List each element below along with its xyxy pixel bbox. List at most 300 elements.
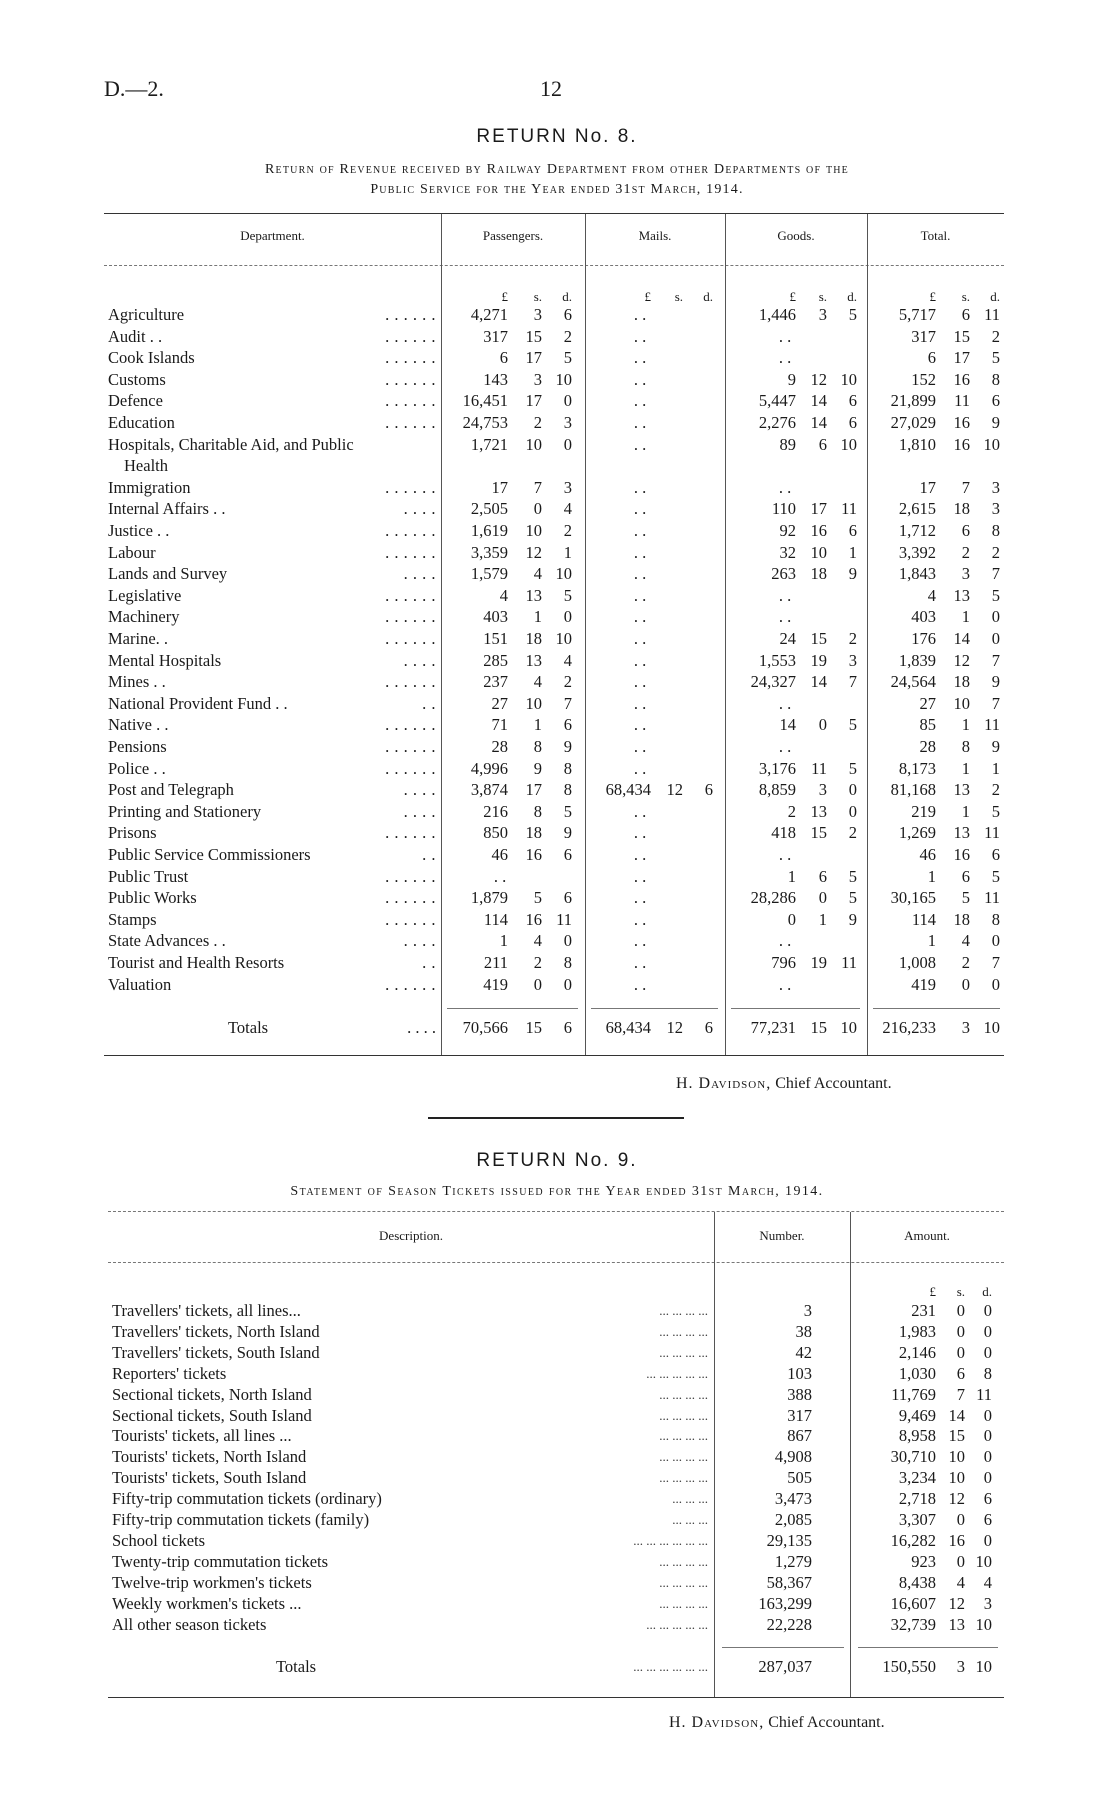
return8-cell-pence-t: 7	[991, 564, 1000, 584]
return8-cell-shillings-p: 8	[533, 801, 542, 821]
return8-cell-pounds-g: 89	[779, 434, 796, 454]
return8-cell-pounds-t: 81,168	[890, 780, 936, 800]
return9-cell-pence: 0	[983, 1468, 992, 1488]
return8-cell-pence-t: 5	[991, 585, 1000, 605]
return8-cell-pounds-g: 110	[771, 499, 796, 519]
return8-row-department: Marine. .	[108, 629, 169, 648]
return8-total-pence-t: 10	[983, 1018, 1000, 1037]
return8-cell-pence-g: 1	[848, 542, 857, 562]
return9-cell-pounds: 2,146	[898, 1342, 936, 1362]
return8-cell-pounds-p: 24,753	[462, 413, 508, 432]
return9-total-pounds: 150,550	[882, 1657, 936, 1676]
return8-unit-pence-t: d.	[990, 289, 1000, 304]
return8-cell-pence-p: 6	[563, 888, 572, 908]
return9-cell-pounds: 9,469	[898, 1405, 936, 1425]
return8-cell-shillings-p: 8	[533, 737, 542, 756]
return8-cell-shillings-g: 0	[818, 888, 827, 908]
return8-header-total: Total.	[920, 228, 951, 243]
return8-cell-pounds-g: 0	[787, 909, 796, 929]
return9-unit-shillings: s.	[956, 1284, 965, 1299]
return9-row-description: Weekly workmen's tickets ...	[112, 1593, 302, 1613]
return8-cell-mails-empty: . .	[633, 866, 647, 886]
return8-cell-pence-t: 9	[991, 413, 1000, 432]
return9-cell-shillings: 0	[956, 1321, 965, 1341]
return8-cell-shillings-p: 7	[533, 477, 542, 497]
return8-row-leader-dots: . . . .	[403, 499, 436, 519]
return8-cell-mails-empty: . .	[633, 434, 647, 454]
return8-cell-pence-m: 6	[704, 780, 713, 800]
return8-cell-pence-t: 8	[991, 369, 1000, 389]
return9-cell-number: 3,473	[774, 1489, 812, 1509]
return9-row-leader-dots: ... ... ... ...	[659, 1595, 708, 1611]
return8-cell-pence-p: 2	[563, 326, 572, 346]
section-separator	[428, 1117, 684, 1119]
return8-cell-pence-t: 6	[991, 391, 1000, 411]
return8-cell-goods-empty: . .	[778, 607, 792, 627]
return9-cell-pence: 10	[975, 1614, 992, 1634]
return8-cell-pounds-p: 850	[483, 823, 508, 843]
return8-cell-pence-p: 0	[563, 391, 572, 411]
return8-row-department: Mental Hospitals	[108, 650, 222, 670]
return8-column-divider-1	[585, 214, 586, 1055]
return8-row-department: Legislative	[108, 585, 182, 605]
return9-header-description: Description.	[379, 1228, 443, 1243]
return8-cell-pence-p: 8	[563, 953, 572, 972]
return8-cell-pence-t: 2	[991, 542, 1000, 562]
return9-row-leader-dots: ... ... ... ... ...	[646, 1365, 708, 1381]
return8-cell-goods-empty: . .	[778, 585, 792, 605]
return8-cell-pounds-t: 1	[927, 931, 936, 951]
return8-cell-shillings-g: 14	[810, 413, 827, 432]
return9-signature-name: H. Davidson,	[669, 1714, 765, 1731]
return9-cell-pounds: 923	[911, 1551, 936, 1571]
return8-cell-pounds-g: 24,327	[750, 672, 796, 692]
return8-cell-pounds-p: 2,505	[470, 499, 508, 519]
return8-subtitle-line1: Return of Revenue received by Railway Department from other Departments of the	[265, 162, 849, 177]
return8-row-leader-dots: . . . . . .	[385, 823, 436, 843]
return8-cell-pounds-t: 5,717	[898, 305, 936, 324]
return8-cell-pence-p: 4	[563, 650, 572, 670]
return8-cell-shillings-t: 10	[953, 693, 970, 713]
return8-cell-mails-empty: . .	[633, 888, 647, 908]
return9-cell-pounds: 1,983	[898, 1321, 936, 1341]
return9-row-description: Travellers' tickets, all lines...	[112, 1301, 301, 1320]
return8-cell-shillings-g: 0	[818, 715, 827, 735]
return8-cell-pence-g: 6	[848, 521, 857, 540]
return8-row-department: Education	[108, 413, 175, 432]
return8-cell-pounds-t: 152	[911, 369, 936, 389]
return8-cell-shillings-p: 17	[525, 348, 542, 368]
return9-cell-pounds: 30,710	[890, 1447, 936, 1467]
return9-cell-pence: 8	[983, 1363, 992, 1383]
return8-cell-pence-t: 2	[991, 326, 1000, 346]
return8-cell-shillings-t: 13	[953, 585, 970, 605]
return8-row-leader-dots: . .	[422, 693, 436, 713]
return9-row-description: Travellers' tickets, South Island	[112, 1342, 320, 1362]
return8-cell-pounds-p: 4,271	[470, 305, 508, 324]
return8-cell-pounds-p: 419	[483, 974, 508, 994]
return8-cell-shillings-p: 10	[525, 693, 542, 713]
return8-cell-shillings-p: 10	[525, 521, 542, 540]
return8-cell-shillings-p: 4	[533, 564, 542, 584]
return9-cell-number: 1,279	[774, 1551, 812, 1571]
return8-cell-passengers-empty: . .	[493, 866, 507, 886]
return8-cell-pence-p: 10	[555, 629, 572, 648]
return8-cell-pence-t: 5	[991, 348, 1000, 368]
return8-row-department: Machinery	[108, 607, 180, 627]
return8-unit-shillings-p: s.	[533, 289, 542, 304]
return8-cell-pounds-p: 3,874	[470, 780, 508, 800]
return8-row-leader-dots: . .	[422, 845, 436, 864]
return8-cell-pounds-g: 2	[787, 801, 796, 821]
return9-cell-shillings: 0	[956, 1342, 965, 1362]
return9-cell-pounds: 231	[911, 1301, 936, 1320]
return8-cell-mails-empty: . .	[633, 477, 647, 497]
return8-unit-pound-p: £	[501, 289, 508, 304]
return8-cell-shillings-t: 18	[953, 672, 970, 692]
return8-cell-shillings-t: 12	[953, 650, 970, 670]
return8-cell-pence-g: 6	[848, 391, 857, 411]
return8-cell-pounds-g: 8,859	[758, 780, 796, 800]
return8-cell-shillings-g: 3	[818, 305, 827, 324]
return9-row-leader-dots: ... ... ... ...	[659, 1323, 708, 1339]
return8-total-pounds-g: 77,231	[750, 1018, 796, 1037]
return8-cell-pence-p: 7	[563, 693, 572, 713]
return8-cell-pounds-t: 1,810	[898, 434, 936, 454]
return8-cell-goods-empty: . .	[778, 477, 792, 497]
return9-cell-shillings: 13	[948, 1614, 965, 1634]
return9-cell-number: 867	[787, 1426, 812, 1446]
return9-cell-number: 22,228	[766, 1614, 812, 1634]
return9-cell-shillings: 14	[948, 1405, 965, 1425]
return9-cell-pence: 0	[983, 1342, 992, 1362]
return8-unit-shillings-t: s.	[961, 289, 970, 304]
return8-cell-pence-p: 3	[563, 413, 572, 432]
return8-cell-pounds-t: 46	[919, 845, 936, 864]
return8-cell-pence-t: 11	[984, 305, 1000, 324]
return9-row-leader-dots: ... ... ... ...	[659, 1428, 708, 1444]
return8-cell-shillings-t: 1	[961, 801, 970, 821]
return8-cell-shillings-t: 6	[961, 521, 970, 540]
return8-signature-name: H. Davidson,	[676, 1075, 772, 1092]
return8-cell-pounds-p: 114	[483, 909, 508, 929]
return8-cell-pence-p: 5	[563, 585, 572, 605]
return8-cell-pence-g: 5	[848, 715, 857, 735]
return8-cell-shillings-p: 13	[525, 650, 542, 670]
return8-cell-pounds-g: 5,447	[758, 391, 796, 411]
return8-cell-mails-empty: . .	[633, 672, 647, 692]
return8-cell-pence-p: 1	[563, 542, 572, 562]
return8-cell-pounds-p: 211	[483, 953, 508, 972]
return8-cell-shillings-t: 11	[954, 391, 970, 411]
return9-cell-pence: 0	[983, 1321, 992, 1341]
return9-cell-pounds: 3,307	[898, 1510, 936, 1529]
return9-cell-pence: 0	[983, 1405, 992, 1425]
return9-cell-number: 2,085	[774, 1510, 812, 1529]
return8-cell-mails-empty: . .	[633, 326, 647, 346]
return8-cell-shillings-p: 17	[525, 780, 542, 800]
return8-cell-shillings-t: 1	[961, 607, 970, 627]
return8-row-leader-dots: . . . . . .	[385, 866, 436, 886]
return8-cell-shillings-p: 13	[525, 585, 542, 605]
return9-row-leader-dots: ... ... ... ...	[659, 1574, 708, 1590]
return8-cell-pence-p: 9	[563, 823, 572, 843]
return9-cell-number: 317	[787, 1405, 812, 1425]
return8-total-shillings-g: 15	[810, 1018, 827, 1037]
return8-cell-mails-empty: . .	[633, 629, 647, 648]
return9-row-description: Twelve-trip workmen's tickets	[112, 1572, 312, 1592]
return8-row-department: Immigration	[108, 477, 191, 497]
return8-row-leader-dots: . . . . . .	[385, 521, 436, 540]
return8-cell-pence-t: 8	[991, 521, 1000, 540]
return8-cell-pence-p: 0	[563, 607, 572, 627]
return9-row-description: Sectional tickets, North Island	[112, 1384, 312, 1404]
return9-cell-pounds: 3,234	[898, 1468, 936, 1488]
return8-cell-mails-empty: . .	[633, 542, 647, 562]
return8-row-leader-dots: . . . . . .	[385, 758, 436, 778]
return9-cell-pounds: 8,438	[898, 1572, 936, 1592]
return8-cell-shillings-g: 18	[810, 564, 827, 584]
return8-cell-pence-p: 0	[563, 931, 572, 951]
return8-cell-pounds-p: 1,721	[470, 434, 508, 454]
return8-unit-pence-m: d.	[703, 289, 713, 304]
return9-row-description: All other season tickets	[112, 1614, 267, 1634]
return8-total-pounds-t: 216,233	[882, 1018, 936, 1037]
return8-cell-pence-p: 10	[555, 369, 572, 389]
return9-row-leader-dots: ... ... ... ...	[659, 1303, 708, 1318]
return9-title: RETURN No. 9.	[476, 1150, 638, 1171]
return8-cell-pence-p: 6	[563, 845, 572, 864]
return9-cell-shillings: 12	[948, 1489, 965, 1509]
return9-row-leader-dots: ... ... ... ...	[659, 1407, 708, 1423]
return8-cell-shillings-t: 18	[953, 499, 970, 519]
return8-cell-goods-empty: . .	[778, 326, 792, 346]
return8-cell-pence-g: 10	[840, 369, 857, 389]
return8-cell-pence-g: 0	[848, 801, 857, 821]
return8-cell-pounds-p: 3,359	[470, 542, 508, 562]
return8-row-leader-dots: . . . . . .	[385, 909, 436, 929]
return9-cell-shillings: 15	[948, 1426, 965, 1446]
return8-cell-shillings-g: 12	[810, 369, 827, 389]
return9-row-leader-dots: ... ... ... ... ...	[646, 1616, 708, 1632]
return8-cell-pounds-g: 263	[771, 564, 796, 584]
return8-cell-pounds-p: 46	[491, 845, 508, 864]
return8-cell-pence-p: 6	[563, 305, 572, 324]
return8-cell-pounds-g: 24	[779, 629, 796, 648]
return8-cell-pounds-p: 403	[483, 607, 508, 627]
return9-signature	[669, 1714, 885, 1732]
return8-cell-shillings-g: 14	[810, 391, 827, 411]
return9-unit-pound: £	[929, 1284, 936, 1299]
return8-row-leader-dots: . . . . . .	[385, 477, 436, 497]
return9-cell-pence: 0	[983, 1530, 992, 1550]
parliamentary-paper-code: D.—2.	[104, 76, 164, 101]
return9-totals-rule-amount	[858, 1647, 998, 1648]
return9-cell-pounds: 1,030	[898, 1363, 936, 1383]
return8-total-shillings-p: 15	[525, 1018, 542, 1037]
return8-row-leader-dots: . . . . . .	[385, 305, 436, 324]
return9-cell-pence: 11	[976, 1384, 992, 1404]
return9-cell-number: 38	[795, 1321, 812, 1341]
return8-cell-pence-p: 9	[563, 737, 572, 756]
return8-cell-pence-t: 9	[991, 737, 1000, 756]
return8-cell-shillings-t: 6	[961, 305, 970, 324]
return8-cell-pounds-t: 419	[911, 974, 936, 994]
return8-header-rule	[104, 265, 1004, 266]
return8-row-department: Stamps	[108, 909, 157, 929]
return8-cell-shillings-p: 3	[533, 305, 542, 324]
return9-cell-shillings: 0	[956, 1551, 965, 1571]
return9-header-number: Number.	[759, 1228, 805, 1243]
return8-header-mails: Mails.	[638, 228, 672, 243]
return8-cell-pence-g: 5	[848, 866, 857, 886]
return8-cell-pence-p: 6	[563, 715, 572, 735]
return9-cell-pence: 0	[983, 1301, 992, 1320]
return8-cell-shillings-p: 2	[533, 413, 542, 432]
return8-cell-pence-t: 3	[991, 499, 1000, 519]
return8-cell-pence-g: 9	[848, 909, 857, 929]
return8-cell-pence-g: 6	[848, 413, 857, 432]
return9-cell-shillings: 7	[956, 1384, 965, 1404]
return8-cell-shillings-g: 16	[810, 521, 827, 540]
return9-totals-label: Totals	[276, 1657, 317, 1676]
return8-cell-mails-empty: . .	[633, 391, 647, 411]
return8-cell-shillings-t: 13	[953, 780, 970, 800]
return9-cell-shillings: 12	[948, 1593, 965, 1613]
return8-cell-pence-t: 0	[991, 629, 1000, 648]
return8-row-department: Audit . .	[108, 326, 163, 346]
return8-cell-goods-empty: . .	[778, 737, 792, 756]
return9-header-rule	[108, 1262, 1004, 1263]
return8-cell-pence-t: 3	[991, 477, 1000, 497]
return8-row-leader-dots: . . . .	[403, 931, 436, 951]
return8-cell-pounds-p: 1,619	[470, 521, 508, 540]
return9-cell-number: 388	[787, 1384, 812, 1404]
return8-cell-shillings-t: 18	[953, 909, 970, 929]
return8-row-leader-dots: . . . . . .	[385, 672, 436, 692]
return8-total-pence-g: 10	[840, 1018, 857, 1037]
return8-cell-shillings-p: 16	[525, 845, 542, 864]
return8-cell-shillings-t: 5	[961, 888, 970, 908]
return8-cell-pounds-t: 1	[927, 866, 936, 886]
return8-cell-pounds-t: 1,008	[898, 953, 936, 972]
return8-cell-pounds-p: 28	[491, 737, 508, 756]
return8-cell-pounds-t: 219	[911, 801, 936, 821]
return8-totals-rule-0	[447, 1008, 578, 1009]
return8-cell-shillings-p: 16	[525, 909, 542, 929]
return8-cell-mails-empty: . .	[633, 305, 647, 324]
return8-cell-shillings-p: 0	[533, 974, 542, 994]
return8-row-department: Cook Islands	[108, 348, 195, 368]
return8-cell-pence-t: 11	[984, 715, 1000, 735]
return9-cell-pounds: 16,607	[890, 1593, 936, 1613]
return9-row-leader-dots: ... ... ...	[672, 1512, 708, 1527]
return8-cell-goods-empty: . .	[778, 931, 792, 951]
return8-unit-pound-m: £	[644, 289, 651, 304]
return9-row-description: Fifty-trip commutation tickets (ordinary)	[112, 1489, 382, 1509]
return8-cell-shillings-p: 9	[533, 758, 542, 778]
return8-cell-pounds-p: 27	[491, 693, 508, 713]
return8-row-department: Valuation	[108, 974, 172, 994]
return8-cell-shillings-p: 4	[533, 672, 542, 692]
return8-cell-shillings-g: 10	[810, 542, 827, 562]
return8-cell-pounds-t: 28	[919, 737, 936, 756]
return8-cell-shillings-t: 2	[961, 542, 970, 562]
return8-cell-pounds-p: 151	[483, 629, 508, 648]
return8-cell-shillings-g: 15	[810, 629, 827, 648]
return8-cell-pounds-t: 6	[927, 348, 936, 368]
return8-cell-pounds-p: 1,579	[470, 564, 508, 584]
return8-row-leader-dots: . . . . . .	[385, 629, 436, 648]
return8-cell-shillings-g: 17	[810, 499, 827, 519]
return9-cell-pence: 4	[983, 1572, 992, 1592]
return9-top-rule	[108, 1211, 1004, 1212]
return8-cell-shillings-g: 6	[818, 866, 827, 886]
return8-cell-shillings-g: 14	[810, 672, 827, 692]
return8-row-leader-dots: . . . . . .	[385, 348, 436, 368]
return8-cell-pounds-p: 317	[483, 326, 508, 346]
return8-cell-pence-t: 11	[984, 888, 1000, 908]
return8-row-leader-dots: . . . . . .	[385, 607, 436, 627]
return8-row-department: Public Works	[108, 888, 197, 908]
return8-cell-pence-t: 8	[991, 909, 1000, 929]
return8-cell-pence-g: 7	[848, 672, 857, 692]
return8-row-leader-dots: . . . . . .	[385, 585, 436, 605]
return8-cell-pounds-p: 237	[483, 672, 508, 692]
return8-row-department: Internal Affairs . .	[108, 499, 226, 519]
return8-cell-pounds-p: 4,996	[470, 758, 508, 778]
return8-cell-pounds-t: 85	[919, 715, 936, 735]
return8-cell-pounds-t: 317	[911, 326, 936, 346]
return8-cell-mails-empty: . .	[633, 413, 647, 432]
return8-cell-shillings-t: 1	[961, 758, 970, 778]
return8-header-passengers: Passengers.	[482, 228, 544, 243]
return8-cell-shillings-g: 13	[810, 801, 827, 821]
return8-cell-pence-t: 0	[991, 607, 1000, 627]
return8-cell-pence-g: 5	[848, 888, 857, 908]
return8-cell-pence-p: 2	[563, 521, 572, 540]
return9-unit-pence: d.	[982, 1284, 992, 1299]
return8-cell-pounds-t: 3,392	[898, 542, 936, 562]
return8-row-leader-dots: . . . . . .	[385, 715, 436, 735]
return8-cell-pence-g: 11	[841, 499, 857, 519]
return8-cell-pounds-t: 30,165	[890, 888, 936, 908]
return8-cell-pence-g: 3	[848, 650, 857, 670]
return8-total-pence-p: 6	[563, 1018, 572, 1037]
return8-cell-pounds-g: 2,276	[758, 413, 796, 432]
return8-row-department: Justice . .	[108, 521, 170, 540]
return8-cell-pence-t: 10	[983, 434, 1000, 454]
return9-cell-shillings: 0	[956, 1510, 965, 1529]
return8-row-department: Prisons	[108, 823, 157, 843]
return8-cell-pounds-p: 71	[491, 715, 508, 735]
return9-subtitle: Statement of Season Tickets issued for the Year ended 31st March, 1914.	[290, 1184, 824, 1199]
return8-cell-shillings-t: 4	[961, 931, 970, 951]
return8-cell-shillings-g: 6	[818, 434, 827, 454]
return8-total-pounds-m: 68,434	[605, 1018, 651, 1037]
return8-cell-pence-p: 8	[563, 758, 572, 778]
return8-cell-shillings-t: 6	[961, 866, 970, 886]
return8-cell-pounds-g: 418	[771, 823, 796, 843]
return8-cell-shillings-t: 16	[953, 434, 970, 454]
return8-totals-rule-2	[731, 1008, 860, 1009]
return8-unit-pence-p: d.	[562, 289, 572, 304]
return8-unit-pound-g: £	[789, 289, 796, 304]
return9-header-amount: Amount.	[904, 1228, 950, 1243]
return8-cell-pounds-g: 1,553	[758, 650, 796, 670]
return9-cell-pence: 0	[983, 1426, 992, 1446]
return8-cell-shillings-p: 12	[525, 542, 542, 562]
